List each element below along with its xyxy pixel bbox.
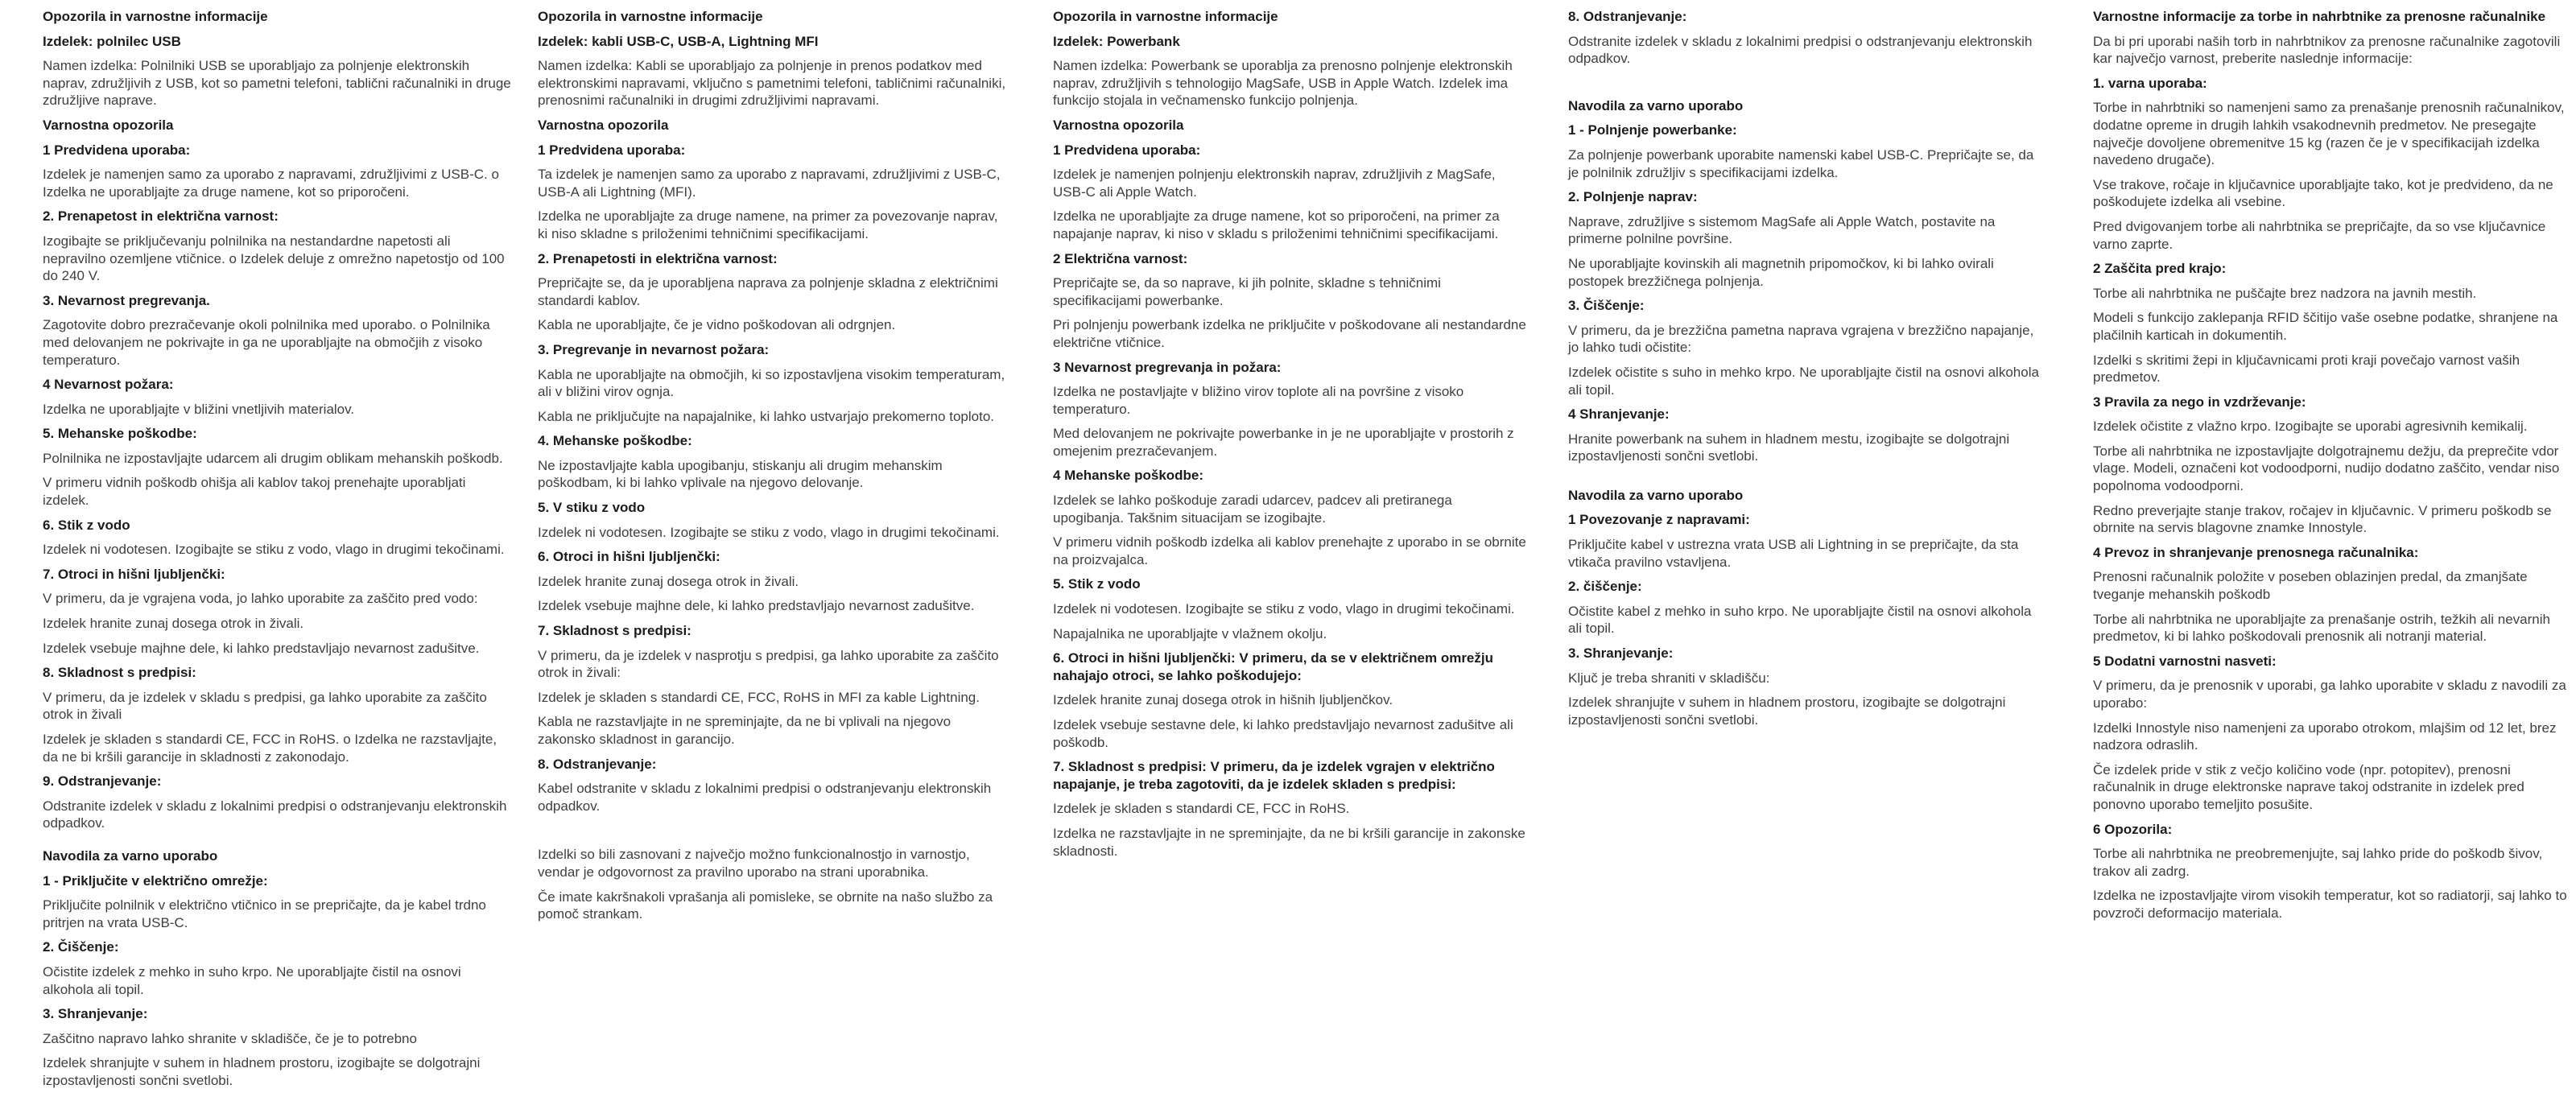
paragraph: Pred dvigovanjem torbe ali nahrbtnika se prepričajte, da so vse ključavnice varno zaprte.: [2093, 218, 2546, 252]
paragraph: Izdelek ni vodotesen. Izogibajte se stiku z vodo, vlago in drugimi tekočinami.: [538, 524, 1000, 540]
paragraph: Namen izdelka: Kabli se uporabljajo za polnjenje in prenos podatkov med elektronskimi napravami, vključno s pametnimi telefoni, tabličnimi računalniki, prenosnimi računalniki in drugimi združljivimi napravami.: [538, 58, 1006, 109]
paragraph: Namen izdelka: Polnilniki USB se uporabljajo za polnjenje elektronskih naprav, združljivih z USB, kot so pametni telefoni, tablični računalniki in druge združljive naprave.: [43, 58, 511, 109]
section-heading: Varnostna opozorila: [1053, 117, 1184, 133]
section-heading: Opozorila in varnostne informacije: [43, 9, 268, 24]
paragraph: Izdelek očistite z vlažno krpo. Izogibajte se uporabi agresivnih kemikalij.: [2093, 419, 2528, 435]
paragraph: Napajalnika ne uporabljajte v vlažnem okolju.: [1053, 625, 1327, 641]
section-heading: 2 Zaščita pred krajo:: [2093, 261, 2227, 277]
paragraph: V primeru, da je prenosnik v uporabi, ga lahko uporabite v skladu z navodili za uporabo:: [2093, 678, 2566, 711]
paragraph: Hranite powerbank na suhem in hladnem mestu, izogibajte se dolgotrajni izpostavljenosti sončni svetlobi.: [1568, 431, 2010, 464]
section-heading: Varnostne informacije za torbe in nahrbtnike za prenosne računalnike: [2093, 9, 2546, 24]
column-usage-instructions: [1568, 8, 2040, 736]
paragraph: V primeru vidnih poškodb izdelka ali kablov prenehajte z uporabo in se obrnite na proizvajalca.: [1053, 534, 1526, 567]
paragraph: Izdelek shranjujte v suhem in hladnem prostoru, izogibajte se dolgotrajni izpostavljenosti sončni svetlobi.: [43, 1055, 481, 1088]
paragraph: Kabla ne uporabljajte na območjih, ki so izpostavljena visokim temperaturam, ali v bližini virov ognja.: [538, 366, 1005, 400]
section-heading: 1 Predvidena uporaba:: [43, 142, 191, 158]
section-heading: 1 - Priključite v električno omrežje:: [43, 872, 268, 889]
section-heading: 5. Mehanske poškodbe:: [43, 426, 197, 442]
section-heading: 6 Opozorila:: [2093, 821, 2173, 837]
section-gap: [538, 822, 1009, 846]
paragraph: Prepričajte se, da so naprave, ki jih polnite, skladne s tehničnimi specifikacijami powerbanke.: [1053, 275, 1441, 308]
paragraph: Da bi pri uporabi naših torb in nahrbtnikov za prenosne računalnike zagotovili kar največjo varnost, preberite naslednje informacije:: [2093, 33, 2561, 67]
section-heading: 2. Prenapetosti in električna varnost:: [538, 250, 778, 266]
paragraph: Izdelka ne izpostavljajte virom visokih temperatur, kot so radiatorji, saj lahko to povzroči deformacijo materiala.: [2093, 888, 2567, 921]
section-gap: [43, 839, 513, 847]
paragraph: Izdelek je skladen s standardi CE, FCC in RoHS.: [1053, 801, 1350, 817]
paragraph: Izdelka ne postavljajte v bližino virov toplote ali na površine z visoko temperaturo.: [1053, 384, 1464, 417]
section-heading: Navodila za varno uporabo: [1568, 97, 1744, 113]
section-heading: 8. Odstranjevanje:: [1568, 9, 1687, 24]
column-usb-charger: [43, 8, 513, 1097]
paragraph: Za polnjenje powerbank uporabite namenski kabel USB-C. Prepričajte se, da je polnilnik združljiv s specifikacijami izdelka.: [1568, 146, 2034, 180]
paragraph: Ne uporabljajte kovinskih ali magnetnih pripomočkov, ki bi lahko ovirali postopek brezžičnega polnjenja.: [1568, 255, 1994, 289]
section-heading: 5. V stiku z vodo: [538, 500, 646, 516]
paragraph: Očistite izdelek z mehko in suho krpo. Ne uporabljajte čistil na osnovi alkohola ali topil.: [43, 963, 461, 997]
paragraph: Naprave, združljive s sistemom MagSafe ali Apple Watch, postavite na primerne polnilne površine.: [1568, 213, 1996, 247]
section-heading: 6. Otroci in hišni ljubljenčki: V primeru, da se v električnem omrežju nahajajo otroci, se lahko poškodujejo:: [1053, 650, 1493, 683]
paragraph: Izdelek ni vodotesen. Izogibajte se stiku z vodo, vlago in drugimi tekočinami.: [1053, 601, 1515, 617]
section-heading: 2. čiščenje:: [1568, 579, 1642, 595]
section-heading: 3. Nevarnost pregrevanja.: [43, 292, 210, 308]
paragraph: Izdelek je namenjen polnjenju elektronskih naprav, združljivih z MagSafe, USB-C ali Apple Watch.: [1053, 167, 1496, 200]
section-heading: 1 Predvidena uporaba:: [1053, 142, 1201, 158]
paragraph: V primeru, da je izdelek v skladu s predpisi, ga lahko uporabite za zaščito otrok in živali: [43, 689, 487, 723]
section-heading: Varnostna opozorila: [538, 117, 669, 133]
paragraph: Izdelka ne uporabljajte za druge namene, na primer za povezovanje naprav, ki niso skladne s priloženimi tehničnimi specifikacijami.: [538, 208, 998, 241]
paragraph: Izdelek hranite zunaj dosega otrok in hišnih ljubljenčkov.: [1053, 692, 1393, 708]
paragraph: Izdelki s skritimi žepi in ključavnicami proti kraji povečajo varnost vaših predmetov.: [2093, 352, 2520, 386]
paragraph: Ključ je treba shraniti v skladišču:: [1568, 670, 1770, 686]
paragraph: Izdelek se lahko poškoduje zaradi udarcev, padcev ali pretiranega upogibanja. Takšnim situacijam se izogibajte.: [1053, 493, 1452, 526]
column-laptop-bags: [2093, 8, 2570, 930]
section-heading: 2. Čiščenje:: [43, 939, 119, 955]
section-gap: [1568, 75, 2040, 97]
section-gap: [1568, 472, 2040, 487]
paragraph: Kabla ne priključujte na napajalnike, ki lahko ustvarjajo prekomerno toploto.: [538, 408, 995, 424]
paragraph: Torbe ali nahrbtnika ne uporabljajte za prenašanje ostrih, težkih ali nevarnih predmetov, ki bi lahko poškodovali prenosnik ali notranji material.: [2093, 611, 2550, 645]
paragraph: Torbe in nahrbtniki so namenjeni samo za prenašanje prenosnih računalnikov, dodatne opreme in drugih lahkih vsakodnevnih predmetov. Ne presegajte največje dovoljene obremenitve 15 kg (razen če je v specifikacijah izdelka navedeno drugače).: [2093, 100, 2565, 168]
paragraph: V primeru, da je brezžična pametna naprava vgrajena v brezžično napajanje, jo lahko tudi očistite:: [1568, 322, 2034, 356]
paragraph: Polnilnika ne izpostavljajte udarcem ali drugim oblikam mehanskih poškodb.: [43, 450, 503, 466]
paragraph: Namen izdelka: Powerbank se uporablja za prenosno polnjenje elektronskih naprav, združljivih s tehnologijo MagSafe, USB in Apple Watch. Izdelek ima funkcijo stojala in večnamensko funkcijo polnjenja.: [1053, 58, 1513, 109]
section-heading: 5. Stik z vodo: [1053, 576, 1141, 592]
section-heading: Izdelek: kabli USB-C, USB-A, Lightning MFI: [538, 33, 819, 49]
section-heading: 7. Skladnost s predpisi:: [538, 623, 691, 639]
section-heading: 4 Mehanske poškodbe:: [1053, 468, 1204, 484]
paragraph: Izdelek je skladen s standardi CE, FCC, RoHS in MFI za kable Lightning.: [538, 689, 980, 705]
section-heading: 3 Pravila za nego in vzdrževanje:: [2093, 394, 2306, 410]
section-heading: Varnostna opozorila: [43, 117, 174, 133]
paragraph: V primeru, da je vgrajena voda, jo lahko uporabite za zaščito pred vodo:: [43, 591, 478, 607]
paragraph: Vse trakove, ročaje in ključavnice uporabljajte tako, kot je predvideno, da ne poškodujete izdelka ali vsebine.: [2093, 176, 2553, 210]
paragraph: Redno preverjajte stanje trakov, ročajev in ključavnic. V primeru poškodb se obrnite na servis blagovne znamke Innostyle.: [2093, 502, 2552, 536]
paragraph: Izdelka ne razstavljajte in ne spreminjajte, da ne bi kršili garancije in zakonske skladnosti.: [1053, 825, 1525, 859]
column-cables: [538, 8, 1009, 930]
paragraph: Izdelek je namenjen samo za uporabo z napravami, združljivimi z USB-C. o Izdelka ne uporabljajte za druge namene, kot so priporočeni.: [43, 167, 499, 200]
paragraph: Izogibajte se priključevanju polnilnika na nestandardne napetosti ali nepravilno ozemljene vtičnice. o Izdelek deluje z omrežno napetostjo od 100 do 240 V.: [43, 233, 505, 284]
paragraph: Izdelka ne uporabljajte v bližini vnetljivih materialov.: [43, 401, 355, 417]
paragraph: Izdelek hranite zunaj dosega otrok in živali.: [43, 616, 304, 632]
paragraph: Torbe ali nahrbtnika ne izpostavljajte dolgotrajnemu dežju, da preprečite vdor vlage. Modeli, označeni kot vodoodporni, nudijo dodatno zaščito, vendar niso popolnoma vodoodporni.: [2093, 443, 2560, 494]
section-heading: Opozorila in varnostne informacije: [538, 9, 763, 24]
paragraph: V primeru, da je izdelek v nasprotju s predpisi, ga lahko uporabite za zaščito otrok in živali:: [538, 647, 999, 681]
section-heading: 3. Shranjevanje:: [43, 1006, 148, 1022]
paragraph: Izdelek vsebuje sestavne dele, ki lahko predstavljajo nevarnost zadušitve ali poškodb.: [1053, 717, 1513, 750]
paragraph: Izdelki so bili zasnovani z največjo možno funkcionalnostjo in varnostjo, vendar je odgovornost za pravilno uporabo na strani uporabnika.: [538, 847, 970, 880]
section-heading: 2 Električna varnost:: [1053, 250, 1188, 266]
paragraph: Izdelki Innostyle niso namenjeni za uporabo otrokom, mlajšim od 12 let, brez nadzora odraslih.: [2093, 720, 2557, 753]
paragraph: V primeru vidnih poškodb ohišja ali kablov takoj prenehajte uporabljati izdelek.: [43, 475, 466, 509]
section-heading: 1 Predvidena uporaba:: [538, 142, 686, 158]
paragraph: Odstranite izdelek v skladu z lokalnimi predpisi o odstranjevanju elektronskih odpadkov.: [43, 798, 507, 831]
section-heading: 5 Dodatni varnostni nasveti:: [2093, 653, 2277, 669]
section-heading: 7. Otroci in hišni ljubljenčki:: [43, 566, 225, 582]
section-heading: 4 Prevoz in shranjevanje prenosnega računalnika:: [2093, 544, 2419, 560]
section-heading: 8. Odstranjevanje:: [538, 756, 657, 772]
section-heading: 1 - Polnjenje powerbanke:: [1568, 122, 1737, 138]
section-heading: 3 Nevarnost pregrevanja in požara:: [1053, 359, 1282, 375]
section-heading: Opozorila in varnostne informacije: [1053, 9, 1278, 24]
section-heading: Navodila za varno uporabo: [43, 847, 218, 864]
section-heading: Navodila za varno uporabo: [1568, 487, 1744, 503]
section-heading: 1 Povezovanje z napravami:: [1568, 512, 1750, 528]
paragraph: Izdelek hranite zunaj dosega otrok in živali.: [538, 573, 799, 589]
column-powerbank: [1053, 8, 1526, 867]
section-heading: Izdelek: Powerbank: [1053, 33, 1180, 49]
paragraph: Ta izdelek je namenjen samo za uporabo z napravami, združljivimi z USB-C, USB-A ali Lightning (MFI).: [538, 167, 1001, 200]
paragraph: Izdelek očistite s suho in mehko krpo. Ne uporabljajte čistil na osnovi alkohola ali topil.: [1568, 364, 2039, 398]
section-heading: 4. Mehanske poškodbe:: [538, 433, 692, 449]
section-heading: 7. Skladnost s predpisi: V primeru, da je izdelek vgrajen v električno napajanje, je treba zagotoviti, da je izdelek skladen s predpisi:: [1053, 759, 1495, 792]
paragraph: Izdelek vsebuje majhne dele, ki lahko predstavljajo nevarnost zadušitve.: [43, 640, 480, 656]
paragraph: Priključite kabel v ustrezna vrata USB ali Lightning in se prepričajte, da sta vtikača pravilno vstavljena.: [1568, 537, 2019, 570]
paragraph: Kabel odstranite v skladu z lokalnimi predpisi o odstranjevanju elektronskih odpadkov.: [538, 781, 992, 814]
paragraph: Med delovanjem ne pokrivajte powerbanke in je ne uporabljajte v prostorih z omejenim prezračevanjem.: [1053, 426, 1514, 459]
paragraph: Izdelek vsebuje majhne dele, ki lahko predstavljajo nevarnost zadušitve.: [538, 598, 975, 614]
paragraph: Torbe ali nahrbtnika ne puščajte brez nadzora na javnih mestih.: [2093, 285, 2477, 301]
paragraph: Pri polnjenju powerbank izdelka ne priključite v poškodovane ali nestandardne električne vtičnice.: [1053, 317, 1526, 350]
paragraph: Odstranite izdelek v skladu z lokalnimi predpisi o odstranjevanju elektronskih odpadkov.: [1568, 33, 2033, 67]
section-heading: 2. Polnjenje naprav:: [1568, 189, 1698, 205]
paragraph: Prenosni računalnik položite v poseben oblazinjen predal, da zmanjšate tveganje mehanskih poškodb: [2093, 569, 2528, 603]
section-heading: 8. Skladnost s predpisi:: [43, 665, 196, 681]
section-heading: 3. Čiščenje:: [1568, 298, 1645, 314]
section-heading: 4 Nevarnost požara:: [43, 377, 174, 393]
paragraph: Torbe ali nahrbtnika ne preobremenjujte, saj lahko pride do poškodb šivov, trakov ali zadrg.: [2093, 846, 2543, 879]
paragraph: Kabla ne uporabljajte, če je vidno poškodovan ali odrgnjen.: [538, 317, 896, 333]
paragraph: Izdelek ni vodotesen. Izogibajte se stiku z vodo, vlago in drugimi tekočinami.: [43, 542, 505, 558]
section-heading: 1. varna uporaba:: [2093, 75, 2207, 91]
paragraph: Modeli s funkcijo zaklepanja RFID ščitijo vaše osebne podatke, shranjene na plačilnih karticah in dokumentih.: [2093, 310, 2558, 343]
section-heading: 9. Odstranjevanje:: [43, 773, 162, 790]
paragraph: Ne izpostavljajte kabla upogibanju, stiskanju ali drugim mehanskim poškodbam, ki bi lahko vplivale na njegovo delovanje.: [538, 457, 943, 491]
paragraph: Prepričajte se, da je uporabljena naprava za polnjenje skladna z električnimi standardi kablov.: [538, 275, 998, 308]
paragraph: Priključite polnilnik v električno vtičnico in se prepričajte, da je kabel trdno pritrjen na vrata USB-C.: [43, 897, 486, 930]
paragraph: Kabla ne razstavljajte in ne spreminjajte, da ne bi vplivali na njegovo zakonsko skladnost in garancijo.: [538, 714, 952, 747]
section-heading: Izdelek: polnilec USB: [43, 33, 181, 49]
paragraph: Izdelek shranjujte v suhem in hladnem prostoru, izogibajte se dolgotrajni izpostavljenosti sončni svetlobi.: [1568, 695, 2006, 728]
paragraph: Če izdelek pride v stik z večjo količino vode (npr. potopitev), prenosni računalnik in druge elektronske naprave takoj odstranite in izdelek pred ponovno uporabo temeljito posušite.: [2093, 761, 2524, 812]
section-heading: 6. Otroci in hišni ljubljenčki:: [538, 549, 720, 565]
section-heading: 2. Prenapetost in električna varnost:: [43, 208, 279, 225]
paragraph: Izdelka ne uporabljajte za druge namene, kot so priporočeni, na primer za napajanje naprav, ki niso v skladu s priloženimi tehničnimi specifikacijami.: [1053, 208, 1500, 241]
paragraph: Če imate kakršnakoli vprašanja ali pomisleke, se obrnite na našo službo za pomoč strankam.: [538, 889, 993, 922]
paragraph: Zagotovite dobro prezračevanje okoli polnilnika med uporabo. o Polnilnika med delovanjem ne pokrivajte in ga ne uporabljajte na območjih z visoko temperaturo.: [43, 317, 490, 368]
section-heading: 4 Shranjevanje:: [1568, 406, 1670, 423]
paragraph: Izdelek je skladen s standardi CE, FCC in RoHS. o Izdelka ne razstavljajte, da ne bi kršili garancije in skladnosti z zakonodajo.: [43, 732, 497, 765]
paragraph: Zaščitno napravo lahko shranite v skladišče, če je to potrebno: [43, 1030, 417, 1046]
section-heading: 3. Pregrevanje in nevarnost požara:: [538, 341, 770, 357]
section-heading: 6. Stik z vodo: [43, 517, 130, 533]
paragraph: Očistite kabel z mehko in suho krpo. Ne uporabljajte čistil na osnovi alkohola ali topil.: [1568, 603, 2032, 637]
section-heading: 3. Shranjevanje:: [1568, 645, 1674, 662]
